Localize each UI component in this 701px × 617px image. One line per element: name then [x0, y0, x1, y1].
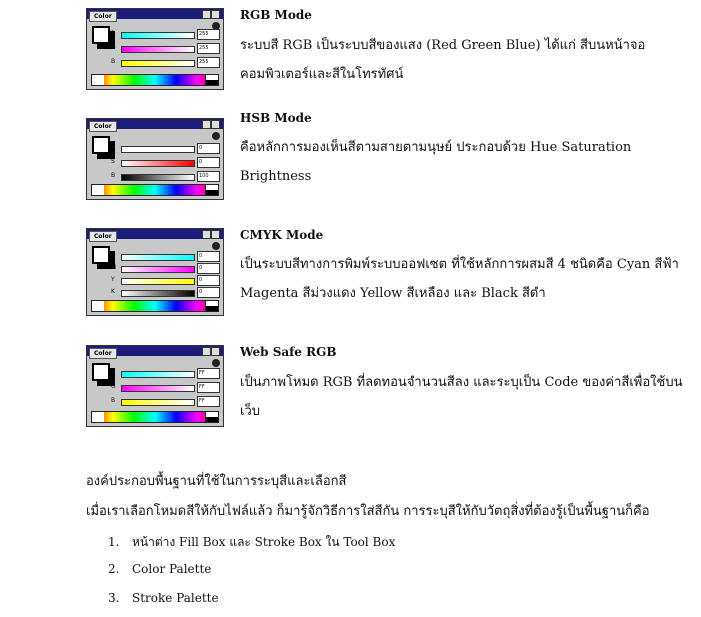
fill-swatch[interactable]	[92, 26, 110, 44]
section-intro: เมื่อเราเลือกโหมดสีให้กับไฟล์แล้ว ก็มารู้จักวิธีการใส่สีกัน การระบุสีให้กับวัตถุสิ่งที่ต้องรู้เป็นพื้นฐานก็คือ	[86, 504, 650, 519]
list-item: 1. หน้าต่าง Fill Box และ Stroke Box ใน Tool Box	[108, 535, 396, 549]
hue-value[interactable]: 0	[197, 143, 220, 154]
cmyk-color-panel: Color C 0 M 0 Y 0 K 0	[86, 228, 224, 316]
red-value[interactable]: FF	[197, 368, 220, 379]
section-title: องค์ประกอบพื้นฐานที่ใช้ในการระบุสีและเลือกสี	[86, 474, 347, 489]
yellow-slider[interactable]	[121, 278, 195, 285]
color-spectrum[interactable]	[91, 411, 219, 423]
panel-tab[interactable]: Color	[89, 11, 117, 22]
black-slider[interactable]	[121, 290, 195, 297]
close-button[interactable]	[211, 347, 220, 356]
hue-slider[interactable]	[121, 146, 195, 153]
blue-slider[interactable]	[121, 60, 195, 67]
fill-swatch[interactable]	[92, 246, 110, 264]
list-item: 3. Stroke Palette	[108, 591, 219, 605]
cyan-value[interactable]: 0	[197, 251, 220, 262]
panel-menu-icon[interactable]	[212, 359, 220, 367]
red-slider[interactable]	[121, 371, 195, 378]
fill-swatch[interactable]	[92, 363, 110, 381]
websafe-heading: Web Safe RGB	[240, 345, 337, 359]
cyan-slider[interactable]	[121, 254, 195, 261]
black-value[interactable]: 0	[197, 287, 220, 298]
blue-value[interactable]: FF	[197, 396, 220, 407]
minimize-button[interactable]	[202, 347, 211, 356]
rgb-color-panel: Color R 255 G 255 B 255	[86, 8, 224, 90]
cmyk-description: เป็นระบบสีทางการพิมพ์ระบบออฟเซต ที่ใช้หลักการผสมสี 4 ชนิดคือ Cyan สีฟ้า Magenta สีม่วงแดง Yellow สีเหลือง และ Black สีดำ	[240, 257, 679, 301]
panel-menu-icon[interactable]	[212, 242, 220, 250]
saturation-slider[interactable]	[121, 160, 195, 167]
yellow-value[interactable]: 0	[197, 275, 220, 286]
black-white-swatch[interactable]	[205, 184, 219, 196]
blue-slider[interactable]	[121, 399, 195, 406]
color-spectrum[interactable]	[91, 74, 219, 86]
minimize-button[interactable]	[202, 10, 211, 19]
panel-tab[interactable]: Color	[89, 348, 117, 359]
green-slider[interactable]	[121, 385, 195, 392]
panel-tab[interactable]: Color	[89, 121, 117, 132]
close-button[interactable]	[211, 230, 220, 239]
close-button[interactable]	[211, 10, 220, 19]
websafe-description: เป็นภาพโหมด RGB ที่ลดทอนจำนวนสีลง และระบุเป็น Code ของค่าสีเพื่อใช้บนเว็บ	[240, 375, 683, 419]
red-value[interactable]: 255	[197, 29, 220, 40]
hsb-color-panel: Color H 0 S 0 B 100	[86, 118, 224, 200]
magenta-value[interactable]: 0	[197, 263, 220, 274]
red-slider[interactable]	[121, 32, 195, 39]
color-spectrum[interactable]	[91, 300, 219, 312]
color-spectrum[interactable]	[91, 184, 219, 196]
hsb-description: คือหลักการมองเห็นสีตามสายตามนุษย์ ประกอบด้วย Hue Saturation Brightness	[240, 140, 632, 184]
magenta-slider[interactable]	[121, 266, 195, 273]
green-slider[interactable]	[121, 46, 195, 53]
minimize-button[interactable]	[202, 120, 211, 129]
panel-menu-icon[interactable]	[212, 132, 220, 140]
brightness-slider[interactable]	[121, 174, 195, 181]
panel-tab[interactable]: Color	[89, 231, 117, 242]
green-value[interactable]: FF	[197, 382, 220, 393]
green-value[interactable]: 255	[197, 43, 220, 54]
black-white-swatch[interactable]	[205, 300, 219, 312]
saturation-value[interactable]: 0	[197, 157, 220, 168]
black-white-swatch[interactable]	[205, 74, 219, 86]
websafe-color-panel: Color R FF G FF B FF	[86, 345, 224, 427]
close-button[interactable]	[211, 120, 220, 129]
hsb-heading: HSB Mode	[240, 111, 312, 125]
brightness-value[interactable]: 100	[197, 171, 220, 182]
list-item: 2. Color Palette	[108, 562, 212, 576]
black-white-swatch[interactable]	[205, 411, 219, 423]
minimize-button[interactable]	[202, 230, 211, 239]
rgb-description: ระบบสี RGB เป็นระบบสีของแสง (Red Green Blue) ได้แก่ สีบนหน้าจอ คอมพิวเตอร์และสีในโทรทัศน์	[240, 38, 646, 82]
fill-swatch[interactable]	[92, 136, 110, 154]
rgb-heading: RGB Mode	[240, 8, 312, 22]
cmyk-heading: CMYK Mode	[240, 228, 324, 242]
blue-value[interactable]: 255	[197, 57, 220, 68]
